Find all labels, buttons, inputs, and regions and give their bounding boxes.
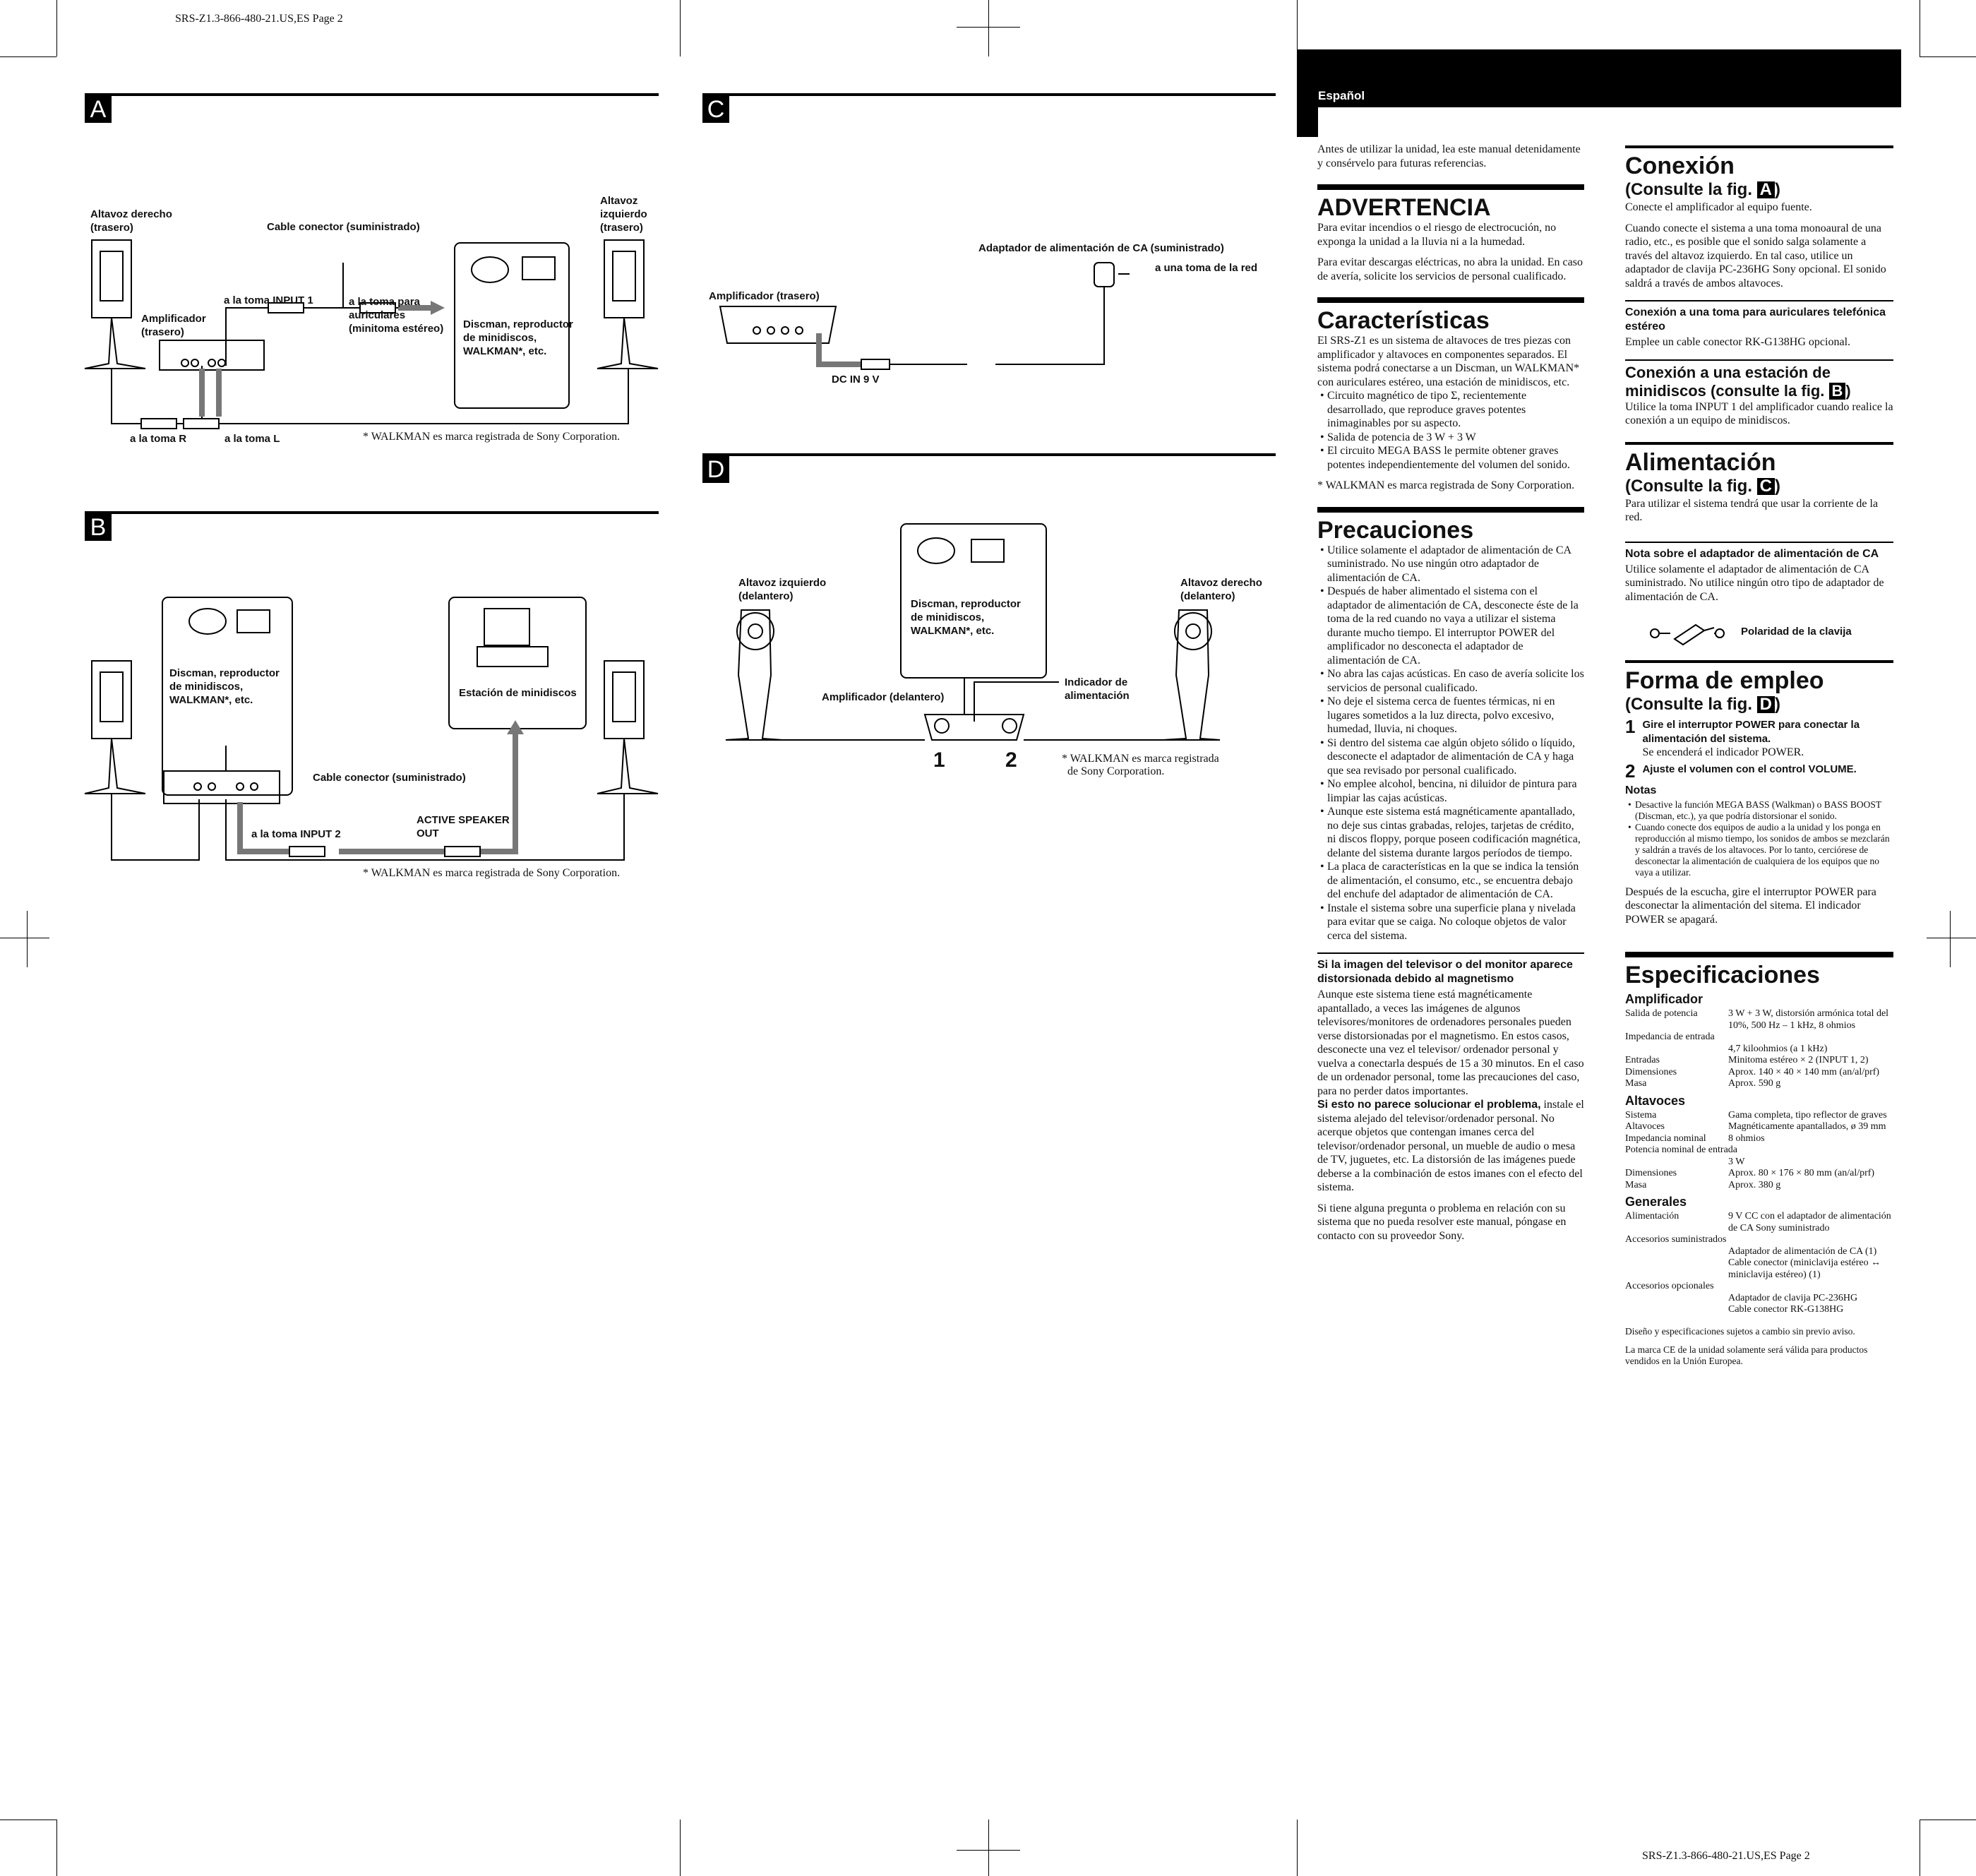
spec-key: Dimensiones [1625,1066,1677,1077]
table-row [1625,1211,1893,1234]
fig-a-footnote: * WALKMAN es marca registrada de Sony Corporation. [363,431,621,443]
fig-ref-letter: A [1757,181,1775,198]
crop-mark [1297,1820,1298,1876]
crop-mark [0,56,56,57]
table-row [1625,1055,1893,1067]
list-item: • Aunque este sistema está magnéticamente apantallado, no deje sus cintas grabadas, relojes, tarjetas de crédito, ni discos floppy, porque poseen codificación magnética, delante del sistema durante largos períodos de tiempo. [1326,805,1584,860]
fig-ref-text: (Consulte la fig. [1625,180,1752,199]
spec-value: Aprox. 140 × 40 × 140 mm (an/al/prf) [1728,1066,1880,1077]
language-bar [1297,49,1901,107]
intro-text: Antes de utilizar la unidad, lea este manual detenidamente y consérvelo para futuras referencias. [1317,143,1581,169]
section-rule [1317,184,1584,190]
fig-b-discman-label: Discman, reproductor de minidiscos, WALKMAN*, etc. [169,667,280,706]
fig-b-letter: B [85,514,112,541]
amp-specs-title: Amplificador [1625,992,1703,1006]
fig-d-footnote: * WALKMAN es marca registrada de Sony Corporation. [1062,753,1219,777]
features-title: Características [1317,307,1490,334]
table-row [1625,1067,1893,1079]
notes-title: Notas [1625,784,1657,796]
spec-value: 4,7 kiloohmios (a 1 kHz) [1728,1043,1828,1054]
crop-mark [56,1820,57,1876]
crop-mark [680,1820,681,1876]
spec-key: Masa [1625,1179,1647,1190]
fig-d-discman-label: Discman, reproductor de minidiscos, WALKMAN*, etc. [911,598,1021,637]
power-text: Para utilizar el sistema tendrá que usar la corriente de la red. [1625,497,1879,523]
fig-d-letter: D [702,456,729,483]
md-station-title [1625,364,1893,400]
tv-text [1317,988,1584,1195]
spec-key [1625,1304,1728,1316]
plug-polarity-icon [1646,618,1731,646]
spec-value: 3 W [1728,1156,1745,1167]
list-item: • Salida de potencia de 3 W + 3 W [1326,431,1584,445]
fig-d-rule [702,453,1276,456]
tv-title: Si la imagen del televisor o del monitor aparece distorsionada debido al magnetismo [1317,959,1573,985]
list-item: • Si dentro del sistema cae algún objeto sólido o líquido, desconecte el adaptador de alimentación de CA y haga que sea revisado por personal cualificado. [1326,736,1584,778]
power-title: Alimentación [1625,448,1776,476]
paren: ) [1775,180,1781,199]
section-rule [1625,952,1893,957]
fig-ref-letter: B [1829,383,1846,400]
subsection-rule [1625,359,1893,361]
warning-title: ADVERTENCIA [1317,194,1491,221]
spec-key: Dimensiones [1625,1168,1677,1178]
table-row [1625,1145,1893,1157]
spec-value: Aprox. 80 × 176 × 80 mm (an/al/prf) [1728,1168,1875,1178]
tv-text-2: instale el sistema alejado del televisor/ordenador personal. No acerque objetos que contengan imanes cerca del televisor/ordenador personal, un mueble de audio o mesa de TV, juguetes, etc. La distorsión de las imágenes puede deberse a la combinación de estos imanes con el efecto del sistema. [1317,1099,1584,1193]
list-item: • No abra las cajas acústicas. En caso de avería solicite los servicios de personal cualificado. [1326,667,1584,695]
questions-text: Si tiene alguna pregunta o problema en relación con su sistema que no pueda resolver este manual, póngase en contacto con su proveedor Sony. [1317,1202,1567,1242]
polarity-label: Polaridad de la clavija [1741,626,1852,638]
subsection-rule [1625,300,1893,301]
text-column-2 [1625,136,1893,1374]
fig-ref-text: (Consulte la fig. [1625,476,1752,496]
spec-value: Minitoma estéreo × 2 (INPUT 1, 2) [1728,1055,1869,1065]
fig-b-input2-label: a la toma INPUT 2 [251,828,341,840]
spec-key [1625,1293,1728,1305]
speaker-specs-title: Altavoces [1625,1093,1686,1108]
warning-p2: Para evitar descargas eléctricas, no abra la unidad. En caso de avería, solicite los servicios de personal cualificado. [1317,256,1583,282]
step-number: 1 [1625,716,1636,737]
fig-c-letter: C [702,96,729,123]
use-subtitle [1625,694,1893,715]
fig-d-step-2: 2 [1005,748,1017,772]
crop-mark [56,0,57,56]
spec-key: Impedancia de entrada [1625,1032,1715,1042]
step-2-bold: Ajuste el volumen con el control VOLUME. [1642,763,1857,775]
spec-value: Cable conector RK-G138HG [1728,1304,1844,1315]
spec-value: Aprox. 590 g [1728,1078,1781,1089]
list-item: • Instale el sistema sobre una superficie plana y nivelada para evitar que se caiga. No coloque objetos de valor cerca del sistema. [1326,902,1584,943]
spec-key: Sistema [1625,1109,1657,1121]
crop-mark [680,0,681,56]
section-rule [1625,660,1893,663]
fig-d-step-1: 1 [933,748,945,772]
fig-c-adapter-label: Adaptador de alimentación de CA (suministrado) [978,242,1224,254]
features-text: El SRS-Z1 es un sistema de altavoces de tres piezas con amplificador y altavoces en componentes separados. El sistema podrá conectarse a un Discman, un WALKMAN* con auriculares estéreo, una estación de minidiscos, etc. [1317,335,1580,388]
registration-mark [27,911,28,967]
fig-d-diagram [720,520,1271,788]
spec-value: Magnéticamente apantallados, ø 39 mm [1728,1121,1886,1132]
list-item: • Desactive la función MEGA BASS (Walkman) o BASS BOOST (Discman, etc.), ya que podría distorsionar el sonido. [1634,799,1893,822]
adapter-note-title: Nota sobre el adaptador de alimentación de CA [1625,547,1879,560]
fig-c-rule [702,93,1276,96]
tv-text-1: Aunque este sistema tiene está magnéticamente apantallado, a veces las imágenes de algunos televisores/monitores de ordenadores personales pueden verse distorsionadas por el magnetismo. En estos casos, desconecte una vez el televisor/ ordenador personal y vuelva a conectarla después de 15 a 30 minutos. En el caso de un ordenador personal, tome las precauciones del caso, para no perder datos importantes. [1317,988,1584,1097]
spec-key: Accesorios opcionales [1625,1281,1714,1291]
step-1 [1625,718,1893,760]
table-row [1625,1168,1893,1180]
footer-code: SRS-Z1.3-866-480-21.US,ES Page 2 [1642,1850,1810,1862]
table-row [1625,1110,1893,1122]
step-1-bold: Gire el interruptor POWER para conectar la alimentación del sistema. [1642,719,1860,745]
spec-key [1625,1044,1728,1056]
table-row [1625,1293,1893,1305]
language-tab: Español [1318,89,1365,102]
spec-value: Gama completa, tipo reflector de graves [1728,1109,1887,1121]
spec-key [1625,1257,1728,1281]
tv-text-bold: Si esto no parece solucionar el problema, [1317,1099,1541,1111]
connection-p1: Conecte el amplificador al equipo fuente. [1625,201,1812,213]
step-1-text: Se encenderá el indicador POWER. [1642,746,1804,758]
features-list [1317,389,1584,472]
spec-value: Adaptador de clavija PC-236HG [1728,1292,1858,1303]
text-column-1 [1317,143,1584,1250]
list-item: • Utilice solamente el adaptador de alimentación de CA suministrado. No use ningún otro adaptador de alimentación de CA. [1326,544,1584,585]
spec-value: Cable conector (miniclavija estéreo ↔ miniclavija estéreo) (1) [1728,1257,1881,1280]
fig-c-amp-label: Amplificador (trasero) [709,290,820,302]
paren: ) [1775,695,1781,714]
fig-c-dcin-label: DC IN 9 V [832,374,880,386]
fig-d-amp-label: Amplificador (delantero) [822,691,945,703]
list-item: • No deje el sistema cerca de fuentes térmicas, ni en lugares sometidos a la luz directa, polvo excesivo, humedad, lluvia, ni choques. [1326,695,1584,736]
step-number: 2 [1625,760,1636,782]
spec-value: Aprox. 380 g [1728,1179,1781,1190]
adapter-note-text: Utilice solamente el adaptador de alimentación de CA suministrado. No utilice ningún otro tipo de adaptador de alimentación de CA. [1625,563,1884,603]
spec-key: Alimentación [1625,1211,1679,1221]
paren: ) [1845,381,1851,400]
precautions-list [1317,544,1584,943]
table-row [1625,1032,1893,1044]
section-rule [1625,145,1893,148]
notes-list [1625,799,1893,878]
table-row [1625,1078,1893,1090]
power-subtitle [1625,476,1893,497]
polarity-figure [1646,618,1893,646]
fig-a-left-speaker-label: Altavoz izquierdo (trasero) [600,195,647,234]
fig-b-active-out-label: ACTIVE SPEAKER OUT [417,814,510,840]
spec-value: 8 ohmios [1728,1133,1765,1144]
table-row [1625,1044,1893,1056]
registration-mark [988,1820,989,1876]
precautions-title: Precauciones [1317,516,1474,544]
phone-jack-text: Emplee un cable conector RK-G138HG opcional. [1625,336,1851,348]
section-rule [1317,507,1584,513]
specs-title: Especificaciones [1625,962,1820,988]
amp-specs-table [1625,1008,1893,1090]
features-note: * WALKMAN es marca registrada de Sony Corporation. [1317,479,1575,491]
fig-ref-letter: C [1757,478,1775,495]
paren: ) [1775,476,1781,496]
spec-key: Masa [1625,1078,1647,1089]
speaker-specs-table [1625,1110,1893,1192]
list-item: • No emplee alcohol, bencina, ni diluidor de pintura para limpiar las cajas acústicas. [1326,777,1584,805]
crop-mark [1920,56,1976,57]
md-title-text: Conexión a una estación de minidiscos (consulte la fig. [1625,363,1831,400]
spec-key: Accesorios suministrados [1625,1234,1727,1245]
table-row [1625,1281,1893,1293]
table-row [1625,1133,1893,1145]
connection-title: Conexión [1625,153,1735,179]
list-item: • Cuando conecte dos equipos de audio a la unidad y los ponga en reproducción al mismo tiempo, los sonidos de ambos se mezclarán y saldrán a través de los altavoces. Por lo tanto, cerciórese de desconectar la alimentación de cualquiera de los equipos que no vaya a utilizar. [1634,822,1893,878]
ce-note: La marca CE de la unidad solamente será válida para productos vendidos en la Unión Europea. [1625,1344,1868,1366]
list-item: • Circuito magnético de tipo Σ, recientemente desarrollado, que reproduce graves potentes inimaginables por su aspecto. [1326,389,1584,431]
language-bar-notch [1297,107,1318,137]
spec-key: Impedancia nominal [1625,1133,1706,1144]
spec-key: Salida de potencia [1625,1008,1698,1019]
fig-b-diagram [78,590,664,873]
use-title: Forma de empleo [1625,667,1824,694]
general-specs-title: Generales [1625,1195,1687,1209]
fig-a-right-speaker-label: Altavoz derecho (trasero) [90,208,172,234]
fig-a-jack-l-label: a la toma L [224,433,280,445]
fig-ref-letter: D [1757,696,1775,713]
fig-a-cable-label: Cable conector (suministrado) [267,221,420,233]
table-row [1625,1121,1893,1133]
fig-d-left-speaker-label: Altavoz izquierdo (delantero) [738,577,827,602]
fig-b-footnote: * WALKMAN es marca registrada de Sony Corporation. [363,867,621,879]
fig-b-rule [85,511,659,514]
fig-c-mains-label: a una toma de la red [1155,262,1258,274]
step-2 [1625,760,1893,782]
fig-a-discman-label: Discman, reproductor de minidiscos, WALKMAN*, etc. [463,318,573,357]
spec-key [1625,1246,1728,1258]
fig-d-indicator-label: Indicador de alimentación [1065,676,1130,702]
design-note: Diseño y especificaciones sujetos a cambio sin previo aviso. [1625,1325,1855,1337]
registration-mark [1950,911,1951,967]
fig-c-diagram [713,254,1151,381]
general-specs-table [1625,1211,1893,1316]
after-use-text: Después de la escucha, gire el interruptor POWER para desconectar la alimentación del sitema. El indicador POWER se apagará. [1625,885,1876,926]
fig-b-md-station-label: Estación de minidiscos [459,687,577,699]
spec-key [1625,1157,1728,1169]
md-station-text: Utilice la toma INPUT 1 del amplificador cuando realice la conexión a un equipo de minidiscos. [1625,400,1893,426]
spec-value: 3 W + 3 W, distorsión armónica total del 10%, 500 Hz – 1 kHz, 8 ohmios [1728,1008,1889,1031]
fig-a-amp-label: Amplificador (trasero) [141,313,206,338]
spec-key: Potencia nominal de entrada [1625,1145,1737,1155]
fig-a-jack-r-label: a la toma R [130,433,187,445]
spec-value: Adaptador de alimentación de CA (1) [1728,1245,1877,1257]
table-row [1625,1157,1893,1169]
fig-a-letter: A [85,96,112,123]
spec-key: Entradas [1625,1055,1660,1065]
list-item: • El circuito MEGA BASS le permite obtener graves potentes independientemente del volumen del sonido. [1326,444,1584,472]
phone-jack-title: Conexión a una toma para auriculares telefónica estéreo [1625,306,1886,333]
fig-a-headphone-label: a la toma para auriculares (minitoma estéreo) [349,296,444,335]
registration-mark [988,0,989,56]
table-row [1625,1246,1893,1258]
table-row [1625,1257,1893,1281]
warning-p1: Para evitar incendios o el riesgo de electrocución, no exponga la unidad a la lluvia ni a la humedad. [1317,222,1557,248]
section-rule [1625,442,1893,445]
fig-ref-text: (Consulte la fig. [1625,695,1752,714]
fig-a-input1-label: a la toma INPUT 1 [224,294,313,306]
header-code: SRS-Z1.3-866-480-21.US,ES Page 2 [175,13,343,25]
table-row [1625,1304,1893,1316]
fig-d-right-speaker-label: Altavoz derecho (delantero) [1180,577,1262,602]
spec-value: 9 V CC con el adaptador de alimentación de CA Sony suministrado [1728,1211,1891,1233]
table-row [1625,1180,1893,1192]
subsection-rule [1317,952,1584,954]
crop-mark [1297,0,1298,56]
subsection-rule [1625,542,1893,543]
fig-a-rule [85,93,659,96]
fig-b-cable-label: Cable conector (suministrado) [313,772,466,784]
table-row [1625,1234,1893,1246]
table-row [1625,1008,1893,1032]
connection-subtitle [1625,179,1893,201]
section-rule [1317,297,1584,303]
list-item: • Después de haber alimentado el sistema con el adaptador de alimentación de CA, desconecte éste de la toma de la red cuando no vaya a utilizar el sistema durante mucho tiempo. El interruptor POWER del amplificador no desconecta el adaptador de alimentación de CA. [1326,585,1584,667]
list-item: • La placa de características en la que se indica la tensión de alimentación, el consumo, etc., se encuentra debajo del enchufe del adaptador de alimentación de CA. [1326,860,1584,902]
spec-key: Altavoces [1625,1121,1665,1132]
connection-p2: Cuando conecte el sistema a una toma monoaural de una radio, etc., es posible que el sonido salga solamente a través del altavoz izquierdo. En tal caso, utilice un adaptador de clavija PC-236HG Sony opcional. El sonido saldrá a través de ambos altavoces. [1625,222,1886,289]
